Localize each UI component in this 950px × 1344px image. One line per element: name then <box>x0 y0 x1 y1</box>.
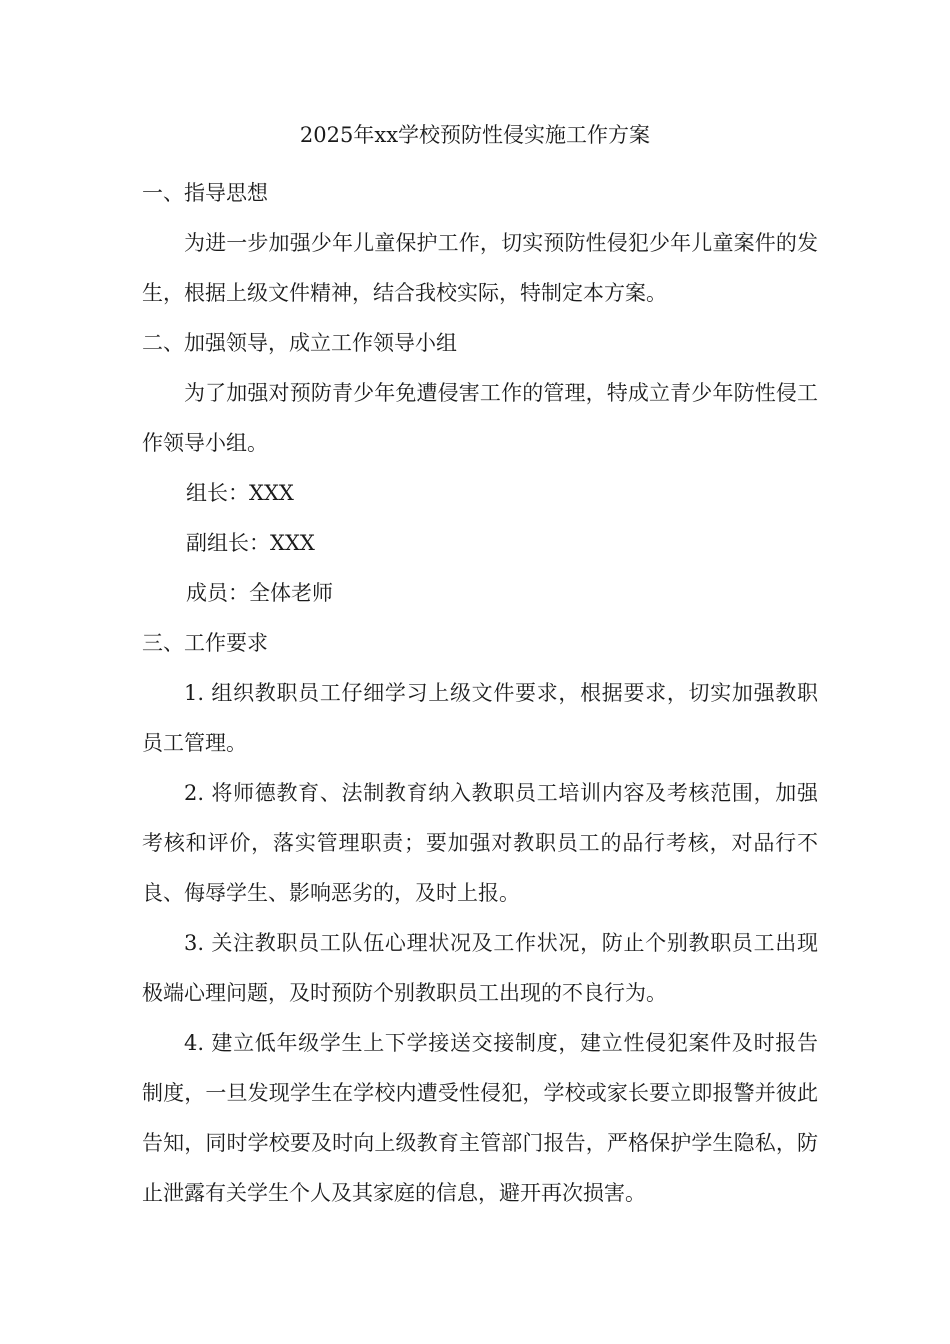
section-heading: 一、指导思想 <box>142 181 268 205</box>
member-leader: 组长：XXX <box>186 481 294 505</box>
document-title: 2025年xx学校预防性侵实施工作方案 <box>299 123 651 147</box>
section-heading: 三、工作要求 <box>142 631 268 655</box>
section-heading: 二、加强领导，成立工作领导小组 <box>142 331 457 355</box>
member-members: 成员：全体老师 <box>186 581 333 605</box>
paragraph: 为了加强对预防青少年免遭侵害工作的管理，特成立青少年防性侵工作领导小组。 <box>142 381 818 455</box>
paragraph: 为进一步加强少年儿童保护工作，切实预防性侵犯少年儿童案件的发生，根据上级文件精神，结合我校实际，特制定本方案。 <box>142 231 818 305</box>
list-item: 4. 建立低年级学生上下学接送交接制度，建立性侵犯案件及时报告制度，一旦发现学生在学校内遭受性侵犯，学校或家长要立即报警并彼此告知，同时学校要及时向上级教育主管部门报告，严格保护学生隐私，防止泄露有关学生个人及其家庭的信息，避开再次损害。 <box>142 1031 818 1205</box>
list-item: 1. 组织教职员工仔细学习上级文件要求，根据要求，切实加强教职员工管理。 <box>142 681 818 755</box>
list-item: 2. 将师德教育、法制教育纳入教职员工培训内容及考核范围，加强考核和评价，落实管理职责；要加强对教职员工的品行考核，对品行不良、侮辱学生、影响恶劣的，及时上报。 <box>142 781 818 905</box>
member-deputy-leader: 副组长：XXX <box>186 531 315 555</box>
list-item: 3. 关注教职员工队伍心理状况及工作状况，防止个别教职员工出现极端心理问题，及时预防个别教职员工出现的不良行为。 <box>142 931 818 1005</box>
document-body <box>142 168 818 1218</box>
